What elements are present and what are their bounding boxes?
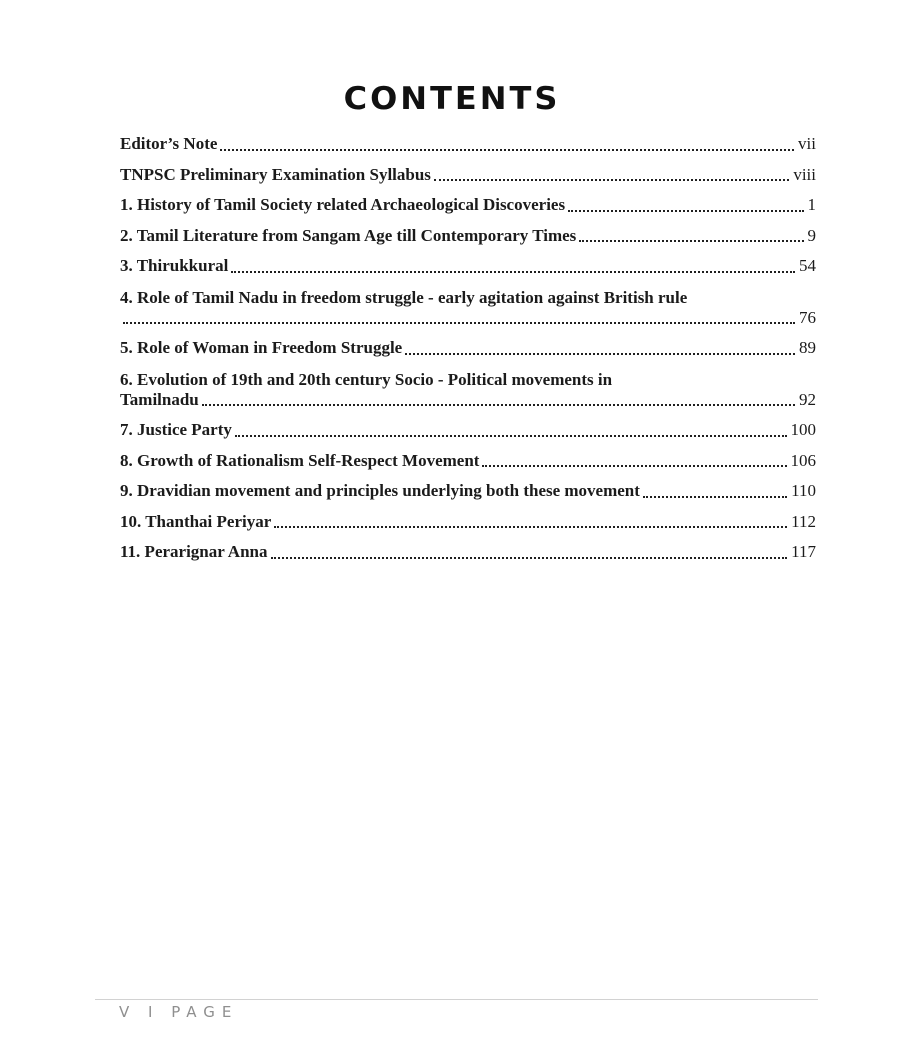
- toc-entry: [120, 195, 816, 216]
- toc-entry-label: 7. Justice Party: [120, 420, 232, 439]
- toc-entry: [120, 420, 816, 441]
- dotted-leader: [235, 435, 787, 437]
- dotted-leader: [482, 465, 786, 467]
- toc-entry-label: 1. History of Tamil Society related Archaeological Discoveries: [120, 195, 566, 214]
- toc-entry: [120, 542, 816, 563]
- toc-entry: [120, 338, 816, 359]
- toc-entry-label: 6. Evolution of 19th and 20th century Socio - Political movements in: [120, 369, 613, 389]
- toc-entry: [120, 451, 816, 472]
- dotted-leader: [123, 322, 795, 324]
- toc-entry: [120, 287, 816, 329]
- toc-entry-label: 5. Role of Woman in Freedom Struggle: [120, 338, 403, 357]
- toc-page-number: 1: [807, 195, 816, 214]
- toc-entry-label: 11. Perarignar Anna: [120, 542, 268, 561]
- toc-entry-label: 2. Tamil Literature from Sangam Age till Contemporary Times: [120, 225, 577, 245]
- dotted-leader: [231, 271, 795, 273]
- toc-entry-label: TNPSC Preliminary Examination Syllabus: [120, 164, 431, 184]
- toc-entry: [120, 256, 816, 277]
- toc-entry: [120, 481, 816, 502]
- dotted-leader: [434, 179, 789, 181]
- toc-entry-label: 4. Role of Tamil Nadu in freedom struggle - early agitation against British rule: [120, 287, 688, 307]
- toc-page-number: 100: [790, 420, 816, 439]
- toc-entry-label: 10. Thanthai Periyar: [120, 511, 272, 531]
- toc-page-number: 9: [807, 225, 816, 245]
- toc-entry-label: 3. Thirukkural: [120, 256, 229, 275]
- toc-page-number: 76: [799, 307, 816, 327]
- dotted-leader: [271, 557, 788, 559]
- page-title: CONTENTS: [343, 79, 561, 117]
- footer-page-label: V I PAGE: [119, 1003, 239, 1021]
- toc-entry: [120, 369, 816, 411]
- toc-list: [120, 134, 816, 563]
- toc-page-number: 117: [791, 542, 816, 561]
- toc-page-number: 112: [791, 511, 816, 531]
- toc-page-number: viii: [793, 164, 816, 184]
- toc-page-number: vii: [798, 134, 816, 153]
- dotted-leader: [579, 240, 803, 242]
- toc-entry: [120, 134, 816, 155]
- dotted-leader: [202, 404, 795, 406]
- toc-page-number: 89: [799, 338, 816, 357]
- dotted-leader: [643, 496, 787, 498]
- toc-entry: [120, 165, 816, 186]
- toc-page-number: 92: [799, 389, 816, 409]
- footer-divider: [95, 999, 818, 1000]
- dotted-leader: [220, 149, 794, 151]
- toc-entry-label: 9. Dravidian movement and principles underlying both these movement: [120, 481, 640, 500]
- toc-entry: [120, 226, 816, 247]
- toc-entry-label: 8. Growth of Rationalism Self-Respect Movement: [120, 450, 480, 470]
- toc-entry-label: Editor’s Note: [120, 134, 218, 153]
- dotted-leader: [405, 353, 795, 355]
- toc-page-number: 106: [790, 450, 816, 470]
- toc-page-number: 110: [791, 481, 816, 500]
- toc-page-number: 54: [799, 256, 816, 275]
- dotted-leader: [568, 210, 803, 212]
- toc-entry: [120, 512, 816, 533]
- dotted-leader: [274, 526, 787, 528]
- toc-entry-label-line2: Tamilnadu: [120, 389, 199, 409]
